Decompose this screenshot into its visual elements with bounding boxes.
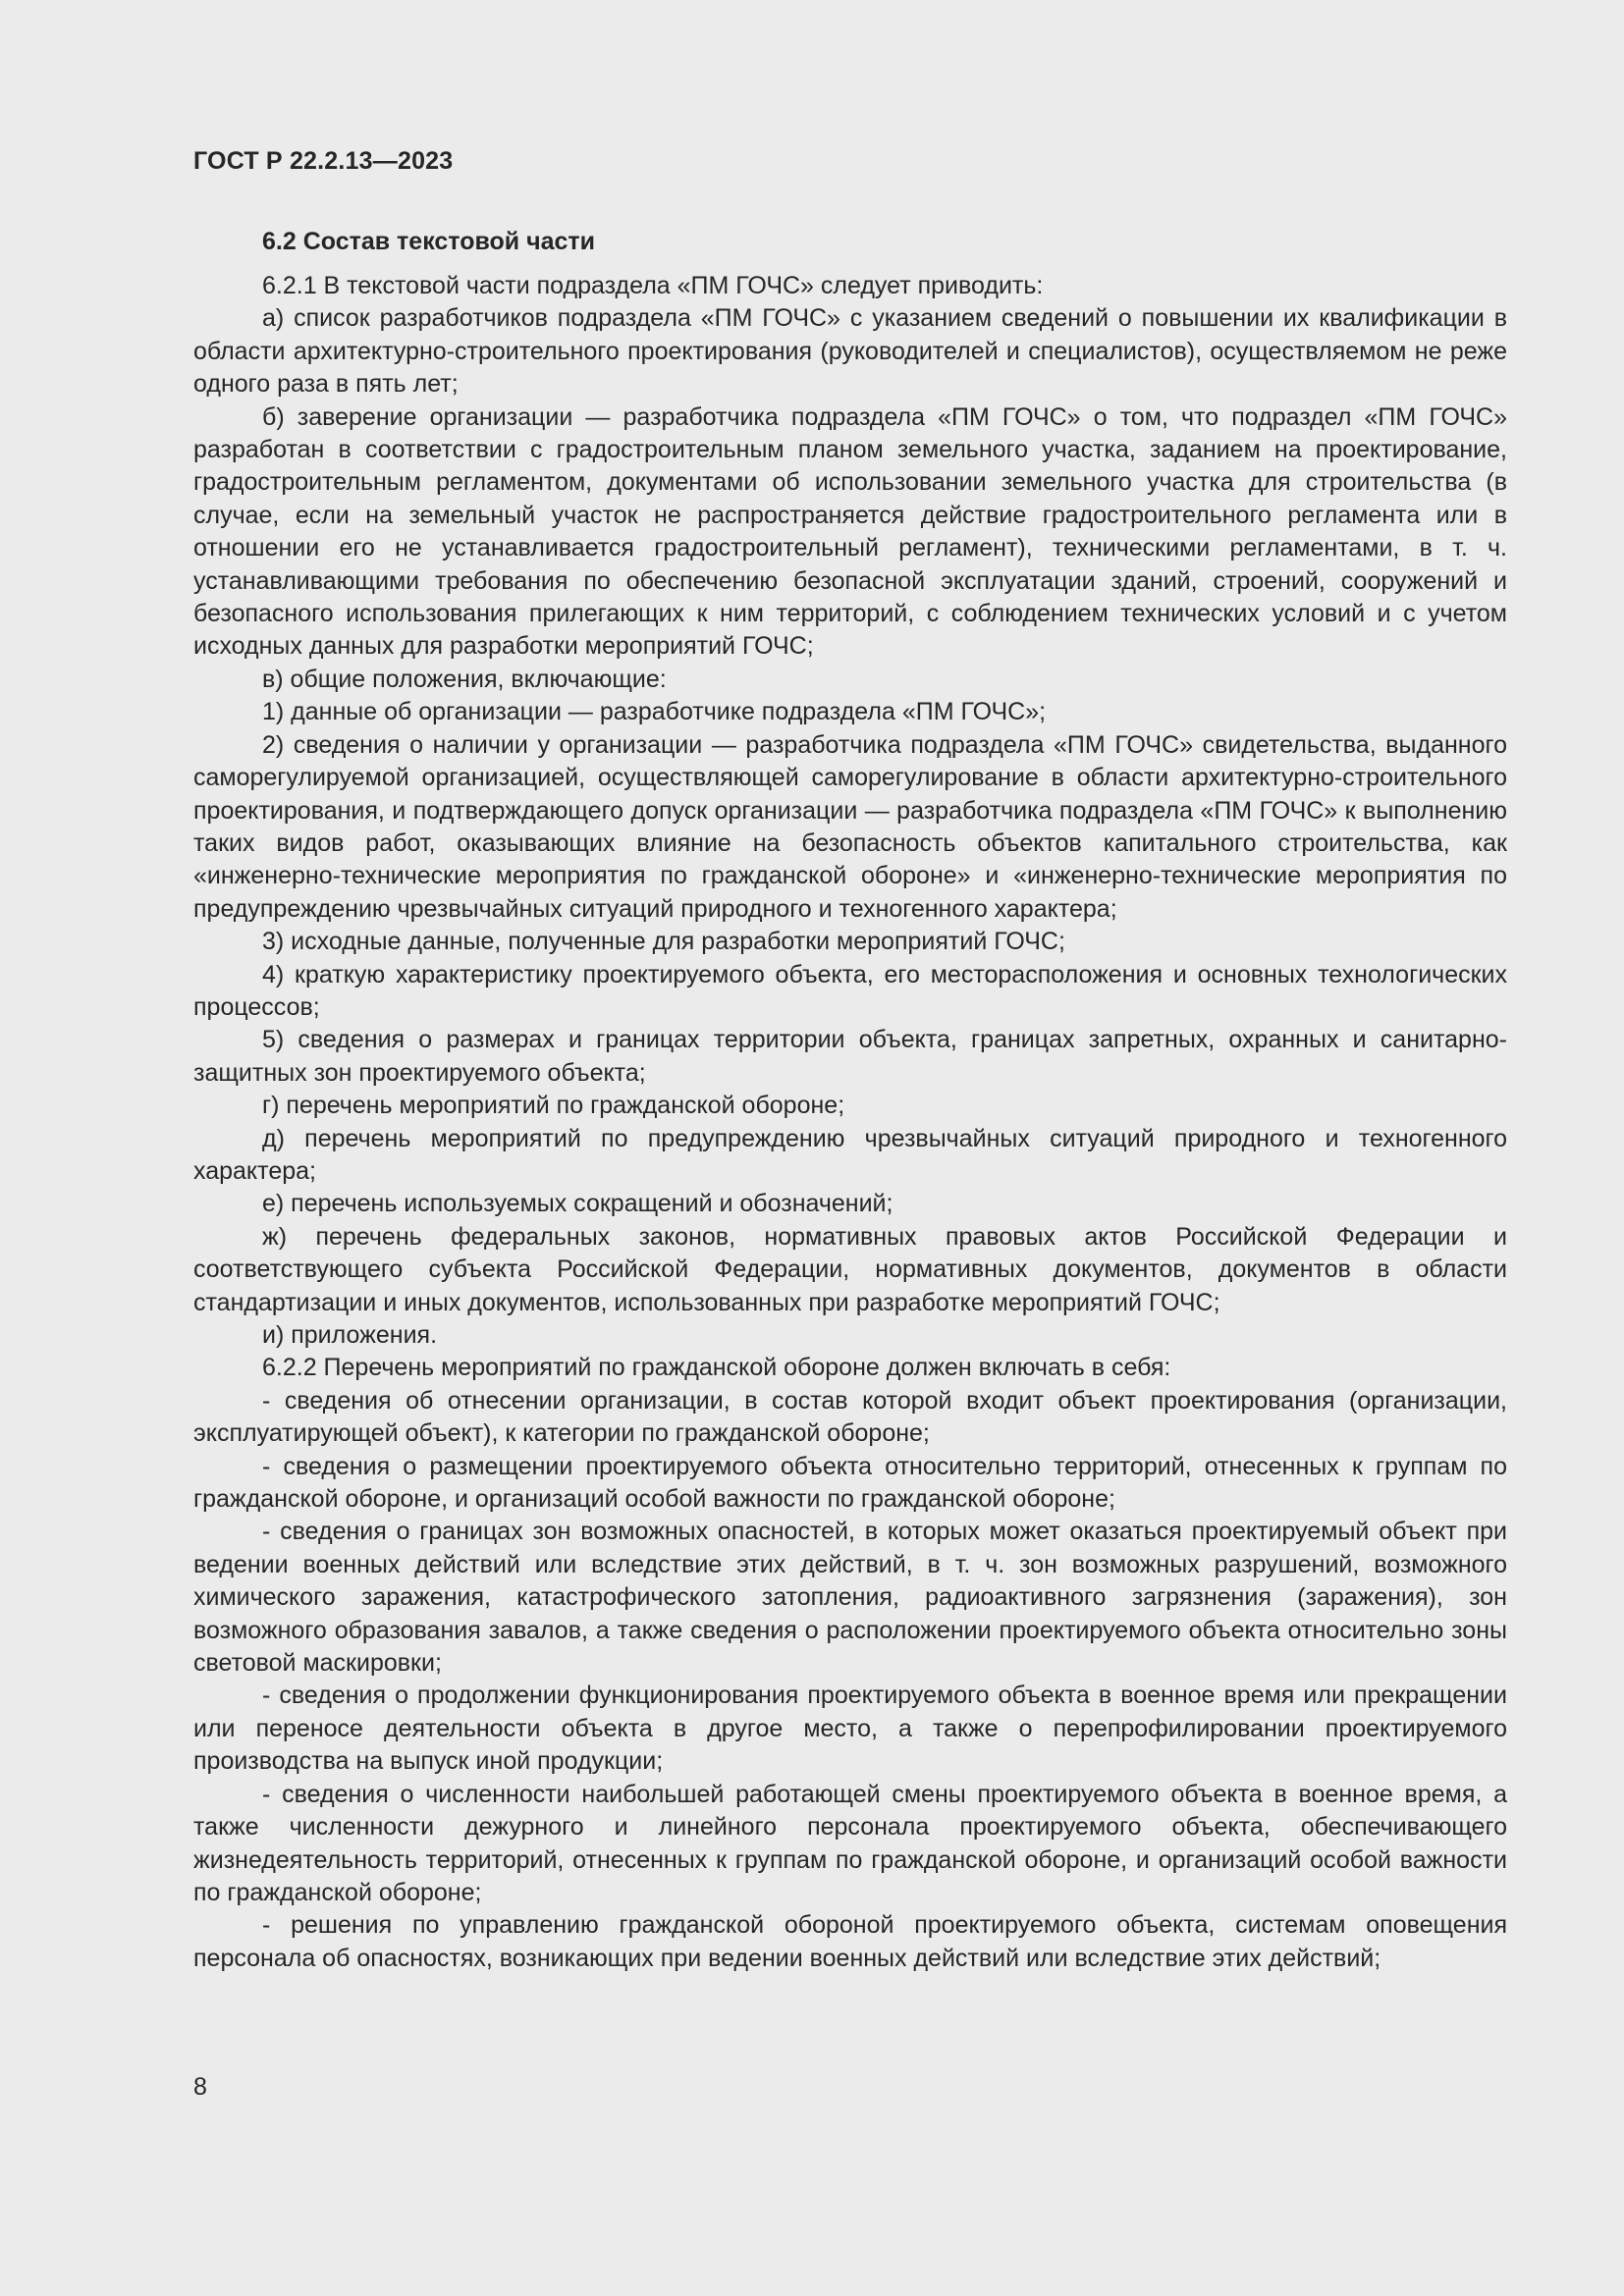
dash-item-functioning: - сведения о продолжении функционирования проектируемого объекта в военное время или прекращении или переносе деятельности объекта в другое место, а также о перепрофилировании проектируемого производства на выпуск иной продукции; (193, 1682, 1507, 1776)
list-item-e: е) перечень используемых сокращений и обозначений; (262, 1190, 893, 1218)
list-item-v-3: 3) исходные данные, полученные для разработки мероприятий ГОЧС; (262, 928, 1065, 956)
list-item-a: а) список разработчиков подраздела «ПМ ГОЧС» с указанием сведений о повышении их квалификации в области архитектурно-строительного проектирования (руководителей и специалистов), осуществляемом не реже одного раза в пять лет; (193, 304, 1507, 399)
list-item-i: и) приложения. (262, 1321, 438, 1349)
list-item-g: г) перечень мероприятий по гражданской обороне; (262, 1092, 845, 1120)
list-item-v-5: 5) сведения о размерах и границах территории объекта, границах запретных, охранных и санитарно-защитных зон проектируемого объекта; (193, 1026, 1507, 1087)
page-content (193, 226, 1507, 1975)
list-item-b: б) заверение организации — разработчика подраздела «ПМ ГОЧС» о том, что подраздел «ПМ ГОЧС» разработан в соответствии с градостроительным планом земельного участка, заданием на проектирование, градостроительным регламентом, документами об использовании земельного участка для строительства (в случае, если на земельный участок не распространяется действие градостроительного регламента или в отношении его не устанавливается градостроительный регламент), техническими регламентами, в т. ч. устанавливающими требования по обеспечению безопасной эксплуатации зданий, строений, сооружений и безопасного использования прилегающих к ним территорий, с соблюдением технических условий и с учетом исходных данных для разработки мероприятий ГОЧС; (193, 402, 1507, 661)
list-item-d: д) перечень мероприятий по предупреждению чрезвычайных ситуаций природного и техногенного характера; (193, 1124, 1507, 1185)
list-item-v-2: 2) сведения о наличии у организации — разработчика подраздела «ПМ ГОЧС» свидетельства, выданного саморегулируемой организацией, осуществляющей саморегулирование в области архитектурно-строительного проектирования, и подтверждающего допуск организации — разработчика подраздела «ПМ ГОЧС» к выполнению таких видов работ, оказывающих влияние на безопасность объектов капитального строительства, как «инженерно-технические мероприятия по гражданской обороне» и «инженерно-технические мероприятия по предупреждению чрезвычайных ситуаций природного и техногенного характера; (193, 730, 1507, 923)
page-number: 8 (193, 2073, 207, 2101)
paragraph-6-2-2: 6.2.2 Перечень мероприятий по гражданской обороне должен включать в себя: (262, 1354, 1171, 1382)
list-item-v-4: 4) краткую характеристику проектируемого объекта, его месторасположения и основных технологических процессов; (193, 960, 1507, 1021)
section-title: 6.2 Состав текстовой части (262, 228, 596, 255)
list-item-zh: ж) перечень федеральных законов, нормативных правовых актов Российской Федерации и соответствующего субъекта Российской Федерации, нормативных документов, документов в области стандартизации и иных документов, использованных при разработке мероприятий ГОЧС; (193, 1222, 1507, 1316)
dash-item-staff-numbers: - сведения о численности наибольшей работающей смены проектируемого объекта в военное время, а также численности дежурного и линейного персонала проектируемого объекта, обеспечивающего жизнедеятельность территорий, отнесенных к группам по гражданской обороне, и организаций особой важности по гражданской обороне; (193, 1780, 1507, 1906)
paragraph-6-2-1: 6.2.1 В текстовой части подраздела «ПМ ГОЧС» следует приводить: (262, 272, 1044, 299)
dash-item-management: - решения по управлению гражданской обороной проектируемого объекта, системам оповещения персонала об опасностях, возникающих при ведении военных действий или вследствие этих действий; (193, 1911, 1507, 1972)
dash-item-hazard-zones: - сведения о границах зон возможных опасностей, в которых может оказаться проектируемый объект при ведении военных действий или вследствие этих действий, в т. ч. зон возможных разрушений, возможного химического заражения, катастрофического затопления, радиоактивного загрязнения (заражения), зон возможного образования завалов, а также сведения о расположении проектируемого объекта относительно зоны световой маскировки; (193, 1518, 1507, 1678)
dash-item-placement: - сведения о размещении проектируемого объекта относительно территорий, отнесенных к группам по гражданской обороне, и организаций особой важности по гражданской обороне; (193, 1452, 1507, 1514)
dash-item-category: - сведения об отнесении организации, в состав которой входит объект проектирования (организации, эксплуатирующей объект), к категории по гражданской обороне; (193, 1386, 1507, 1448)
list-item-v-1: 1) данные об организации — разработчике подраздела «ПМ ГОЧС»; (262, 698, 1047, 726)
list-item-v: в) общие положения, включающие: (262, 665, 667, 693)
document-code: ГОСТ Р 22.2.13—2023 (193, 147, 454, 175)
